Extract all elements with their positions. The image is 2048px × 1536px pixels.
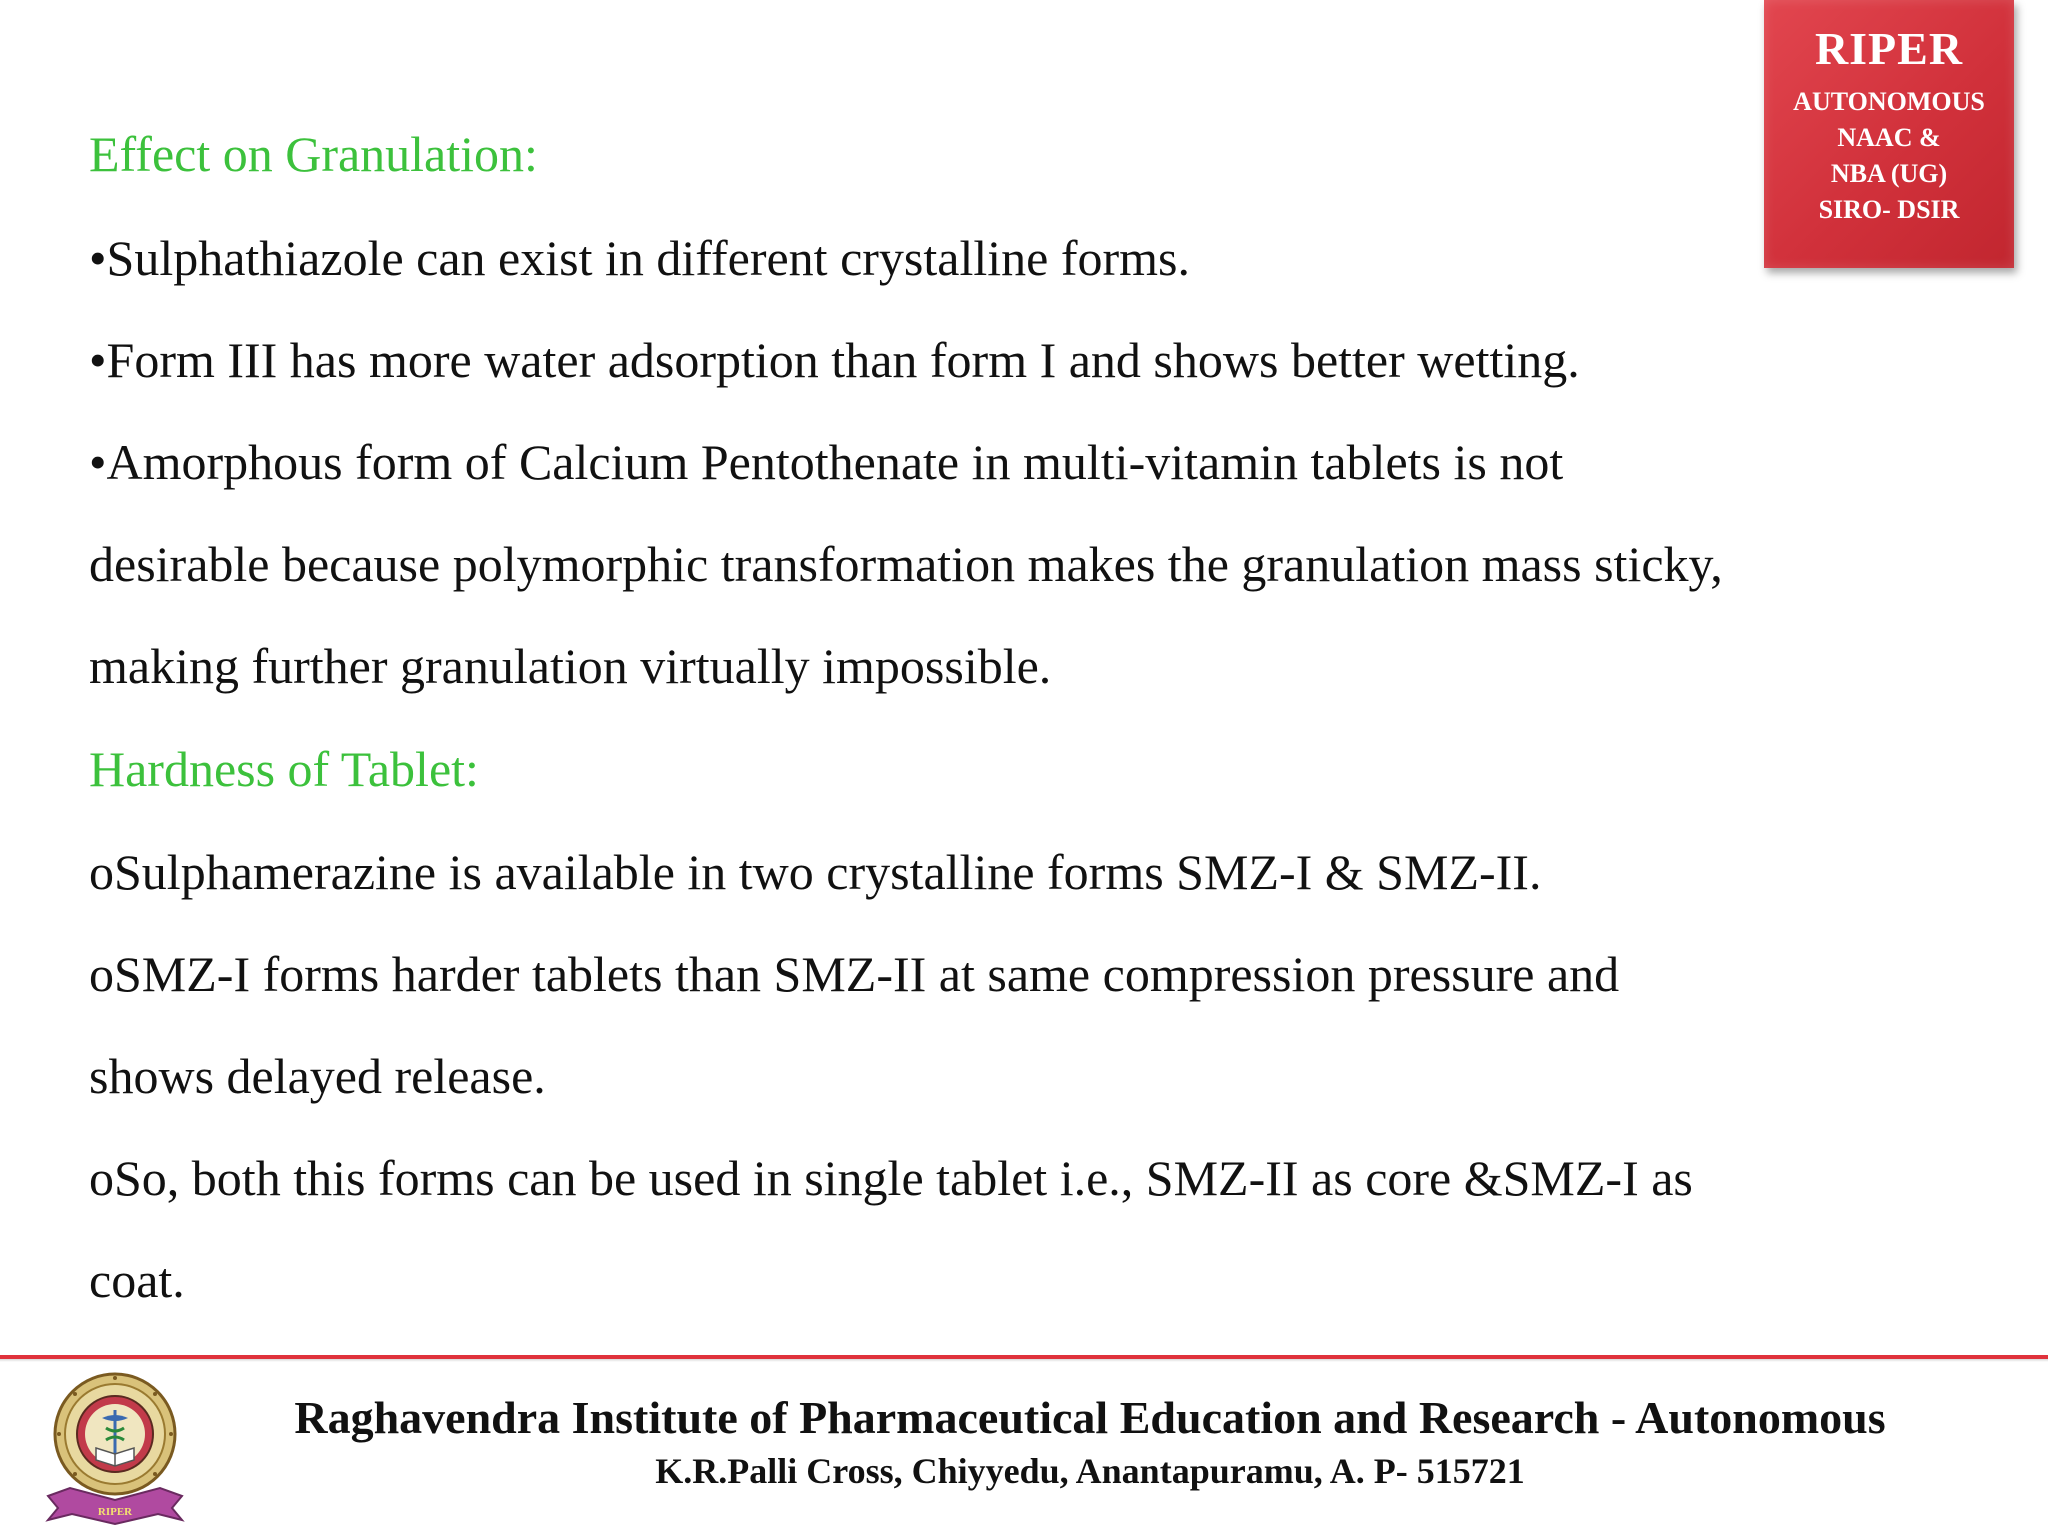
svg-text:RIPER: RIPER [97, 1506, 133, 1518]
badge-title: RIPER [1814, 23, 1964, 74]
bullet-sulphamerazine: oSulphamerazine is available in two crystalline forms SMZ-I & SMZ-II. [89, 844, 1542, 900]
footer-institute-name: Raghavendra Institute of Pharmaceutical Education and Research - Autonomous [294, 1392, 1886, 1443]
bullet-amorphous-line-3: making further granulation virtually impossible. [89, 638, 1052, 694]
badge-line-nba: NBA (UG) [1830, 159, 1948, 188]
heading-effect-on-granulation: Effect on Granulation: [89, 126, 538, 182]
badge-line-autonomous: AUTONOMOUS [1793, 87, 1985, 116]
badge-line-siro: SIRO- DSIR [1818, 195, 1960, 224]
badge-line-naac: NAAC & [1837, 123, 1941, 152]
institute-seal-icon [40, 1368, 190, 1528]
bullet-amorphous-line-1: •Amorphous form of Calcium Pentothenate in multi-vitamin tablets is not [89, 434, 1564, 490]
footer-divider-shadow [0, 1359, 2048, 1362]
bullet-both-forms-line-2: coat. [89, 1252, 185, 1308]
bullet-amorphous-line-2: desirable because polymorphic transformation makes the granulation mass sticky, [89, 536, 1723, 592]
footer-address: K.R.Palli Cross, Chiyyedu, Anantapuramu, A. P- 515721 [655, 1451, 1525, 1491]
bullet-sulphathiazole: •Sulphathiazole can exist in different crystalline forms. [89, 230, 1190, 286]
heading-hardness-of-tablet: Hardness of Tablet: [89, 741, 479, 797]
bullet-smz-i-line-2: shows delayed release. [89, 1048, 546, 1104]
riper-badge [1764, 0, 2014, 268]
bullet-smz-i-line-1: oSMZ-I forms harder tablets than SMZ-II at same compression pressure and [89, 946, 1620, 1002]
bullet-form-iii: •Form III has more water adsorption than form I and shows better wetting. [89, 332, 1580, 388]
bullet-both-forms-line-1: oSo, both this forms can be used in single tablet i.e., SMZ-II as core &SMZ-I as [89, 1150, 1693, 1206]
